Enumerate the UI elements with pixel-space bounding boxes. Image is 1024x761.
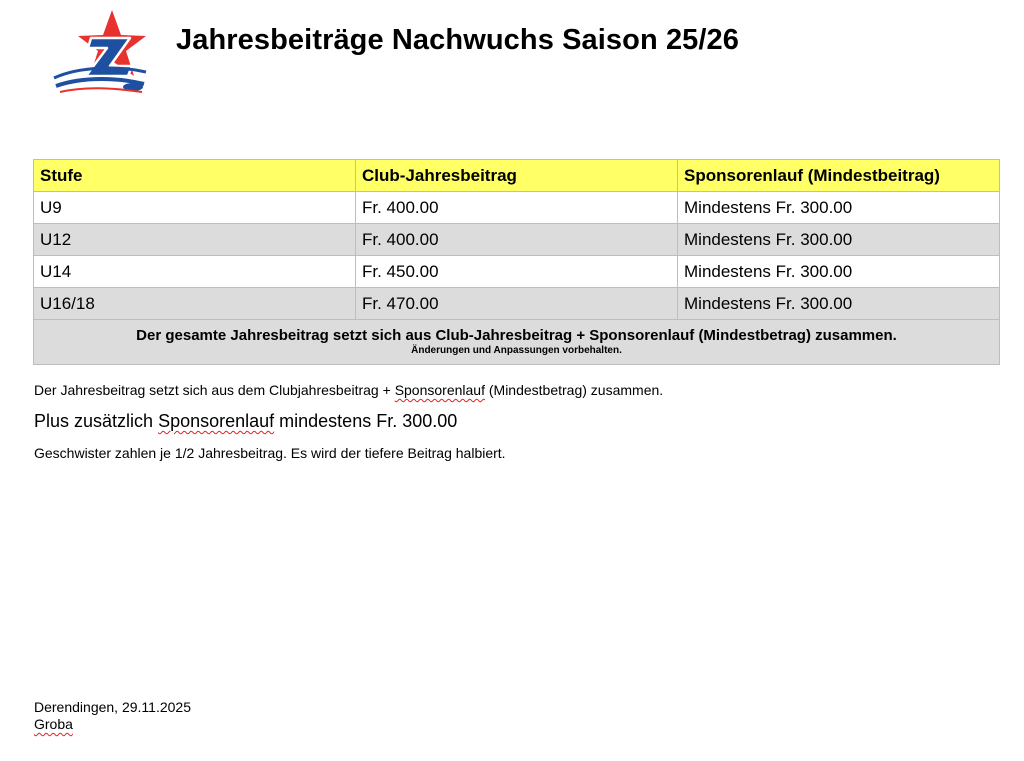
cell-sponsor-run: Mindestens Fr. 300.00 xyxy=(678,256,1000,288)
note-siblings: Geschwister zahlen je 1/2 Jahresbeitrag. Es wird der tiefere Beitrag halbiert. xyxy=(34,445,506,461)
summary-disclaimer: Änderungen und Anpassungen vorbehalten. xyxy=(411,345,622,356)
summary-cell xyxy=(34,320,1000,365)
page-title: Jahresbeiträge Nachwuchs Saison 25/26 xyxy=(176,24,740,56)
footer xyxy=(34,699,191,733)
cell-level: U16/18 xyxy=(34,288,356,320)
fee-table xyxy=(33,159,1000,365)
club-logo-icon xyxy=(50,8,150,96)
header-stufe: Stufe xyxy=(34,160,356,192)
cell-club-fee: Fr. 450.00 xyxy=(356,256,678,288)
footer-author xyxy=(34,716,191,733)
note-sponsor-run-flagged-word: Sponsorenlauf xyxy=(158,411,275,431)
cell-sponsor-run: Mindestens Fr. 300.00 xyxy=(678,224,1000,256)
table-row xyxy=(34,256,1000,288)
table-header-row xyxy=(34,160,1000,192)
note-composition-text-end: (Mindestbetrag) zusammen. xyxy=(484,382,664,398)
header-club-fee: Club-Jahresbeitrag xyxy=(356,160,678,192)
cell-club-fee: Fr. 400.00 xyxy=(356,224,678,256)
table-row xyxy=(34,224,1000,256)
note-composition xyxy=(34,382,663,398)
cell-level: U12 xyxy=(34,224,356,256)
note-sponsor-run xyxy=(34,411,457,432)
note-composition-text-start: Der Jahresbeitrag setzt sich aus dem Clubjahresbeitrag + xyxy=(34,382,395,398)
club-logo xyxy=(50,8,150,96)
table-row xyxy=(34,288,1000,320)
footer-author-name: Groba xyxy=(34,716,73,732)
cell-sponsor-run: Mindestens Fr. 300.00 xyxy=(678,192,1000,224)
table-summary-row xyxy=(34,320,1000,365)
cell-club-fee: Fr. 400.00 xyxy=(356,192,678,224)
header-sponsor-run: Sponsorenlauf (Mindestbeitrag) xyxy=(678,160,1000,192)
cell-level: U9 xyxy=(34,192,356,224)
cell-level: U14 xyxy=(34,256,356,288)
footer-place-date: Derendingen, 29.11.2025 xyxy=(34,699,191,715)
note-composition-flagged-word: Sponsorenlauf xyxy=(394,382,485,398)
cell-sponsor-run: Mindestens Fr. 300.00 xyxy=(678,288,1000,320)
note-sponsor-run-text-end: mindestens Fr. 300.00 xyxy=(274,411,458,431)
cell-club-fee: Fr. 470.00 xyxy=(356,288,678,320)
note-sponsor-run-text-start: Plus zusätzlich xyxy=(34,411,159,431)
table-row xyxy=(34,192,1000,224)
summary-text: Der gesamte Jahresbeitrag setzt sich aus Club-Jahresbeitrag + Sponsorenlauf (Mindestbetrag) zusammen. xyxy=(136,327,897,344)
